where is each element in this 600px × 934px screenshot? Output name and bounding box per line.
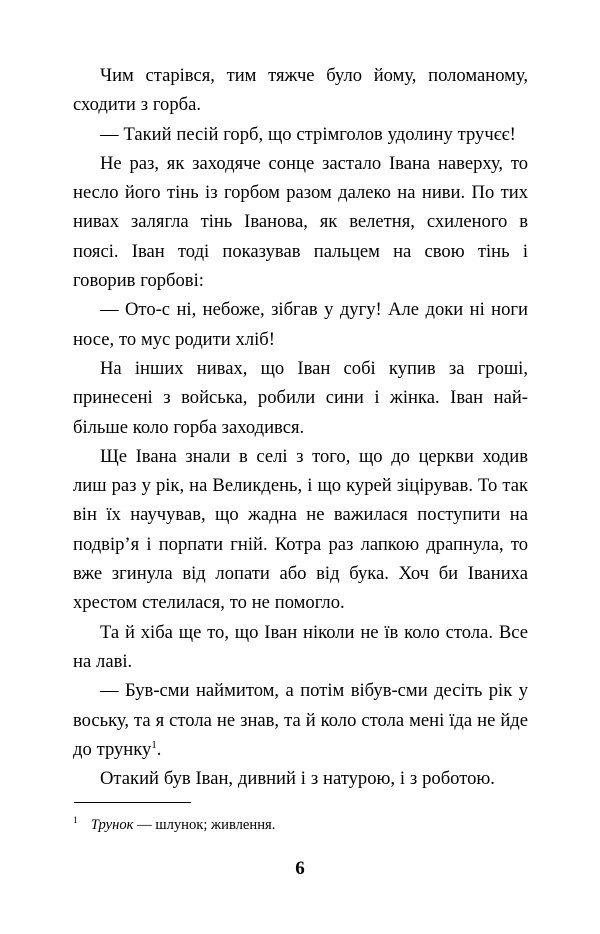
- paragraph-text: — Був-сми наймитом, а потім вібув-сми десіть рік у воську, та я стола не знав, та й коло стола мені їда не йде до трунку: [73, 680, 528, 760]
- footnote-term: Трунок: [90, 817, 134, 833]
- paragraph: Не раз, як заходяче сонце застало Івана наверху, то несло його тінь із горбом разом далеко на ниви. По тих нивах залягла тінь Іванова, як велетня, схиленого в поясі. Іван тоді показував пальцем на свою тінь і говорив горбові:: [73, 152, 528, 292]
- paragraph: Та й хіба ще то, що Іван ніколи не їв коло стола. Все на лаві.: [73, 621, 528, 672]
- footnote-entry: [73, 812, 528, 835]
- footnote-marker: 1: [73, 816, 78, 826]
- paragraph: — Такий песій горб, що стрімголов удолину тручєє!: [100, 123, 516, 145]
- paragraph: Отакий був Іван, дивний і з натурою, і з роботою.: [100, 768, 495, 790]
- footnote-definition: — шлунок; живлення.: [133, 817, 276, 833]
- footnote-separator-rule: [74, 802, 191, 803]
- paragraph: Чим старівся, тим тяжче було йому, поломаному, сходити з горба.: [73, 65, 528, 116]
- footnote-area: [73, 802, 528, 835]
- page-number: 6: [295, 858, 305, 879]
- footnote-reference-marker[interactable]: 1: [151, 738, 157, 751]
- body-text-block: [73, 61, 528, 793]
- paragraph: Ще Івана знали в селі з того, що до церкви ходив лиш раз у рік, на Великдень, і що курей зіцірував. То так він їх научував, що жадна не важилася поступити на подвір’я і порпати гній. Котра раз лапкою драпнула, то вже згинула від лопати або від бука. Хоч би Іваниха хрестом стелилася, то не помогло.: [73, 445, 528, 614]
- paragraph: — Ото-с ні, небоже, зібгав у дугу! Але доки ні ноги носе, то мус родити хліб!: [73, 299, 528, 350]
- paragraph: На інших нивах, що Іван собі купив за гроші, принесені з войська, робили сини і жінка. Іван найбільше коло горба заходився.: [73, 357, 528, 438]
- paragraph-with-footnote-reference: — Був-сми наймитом, а потім вібув-сми десіть рік у воську, та я стола не знав, та й коло стола мені їда не йде до трунку$^1$.: [73, 680, 528, 760]
